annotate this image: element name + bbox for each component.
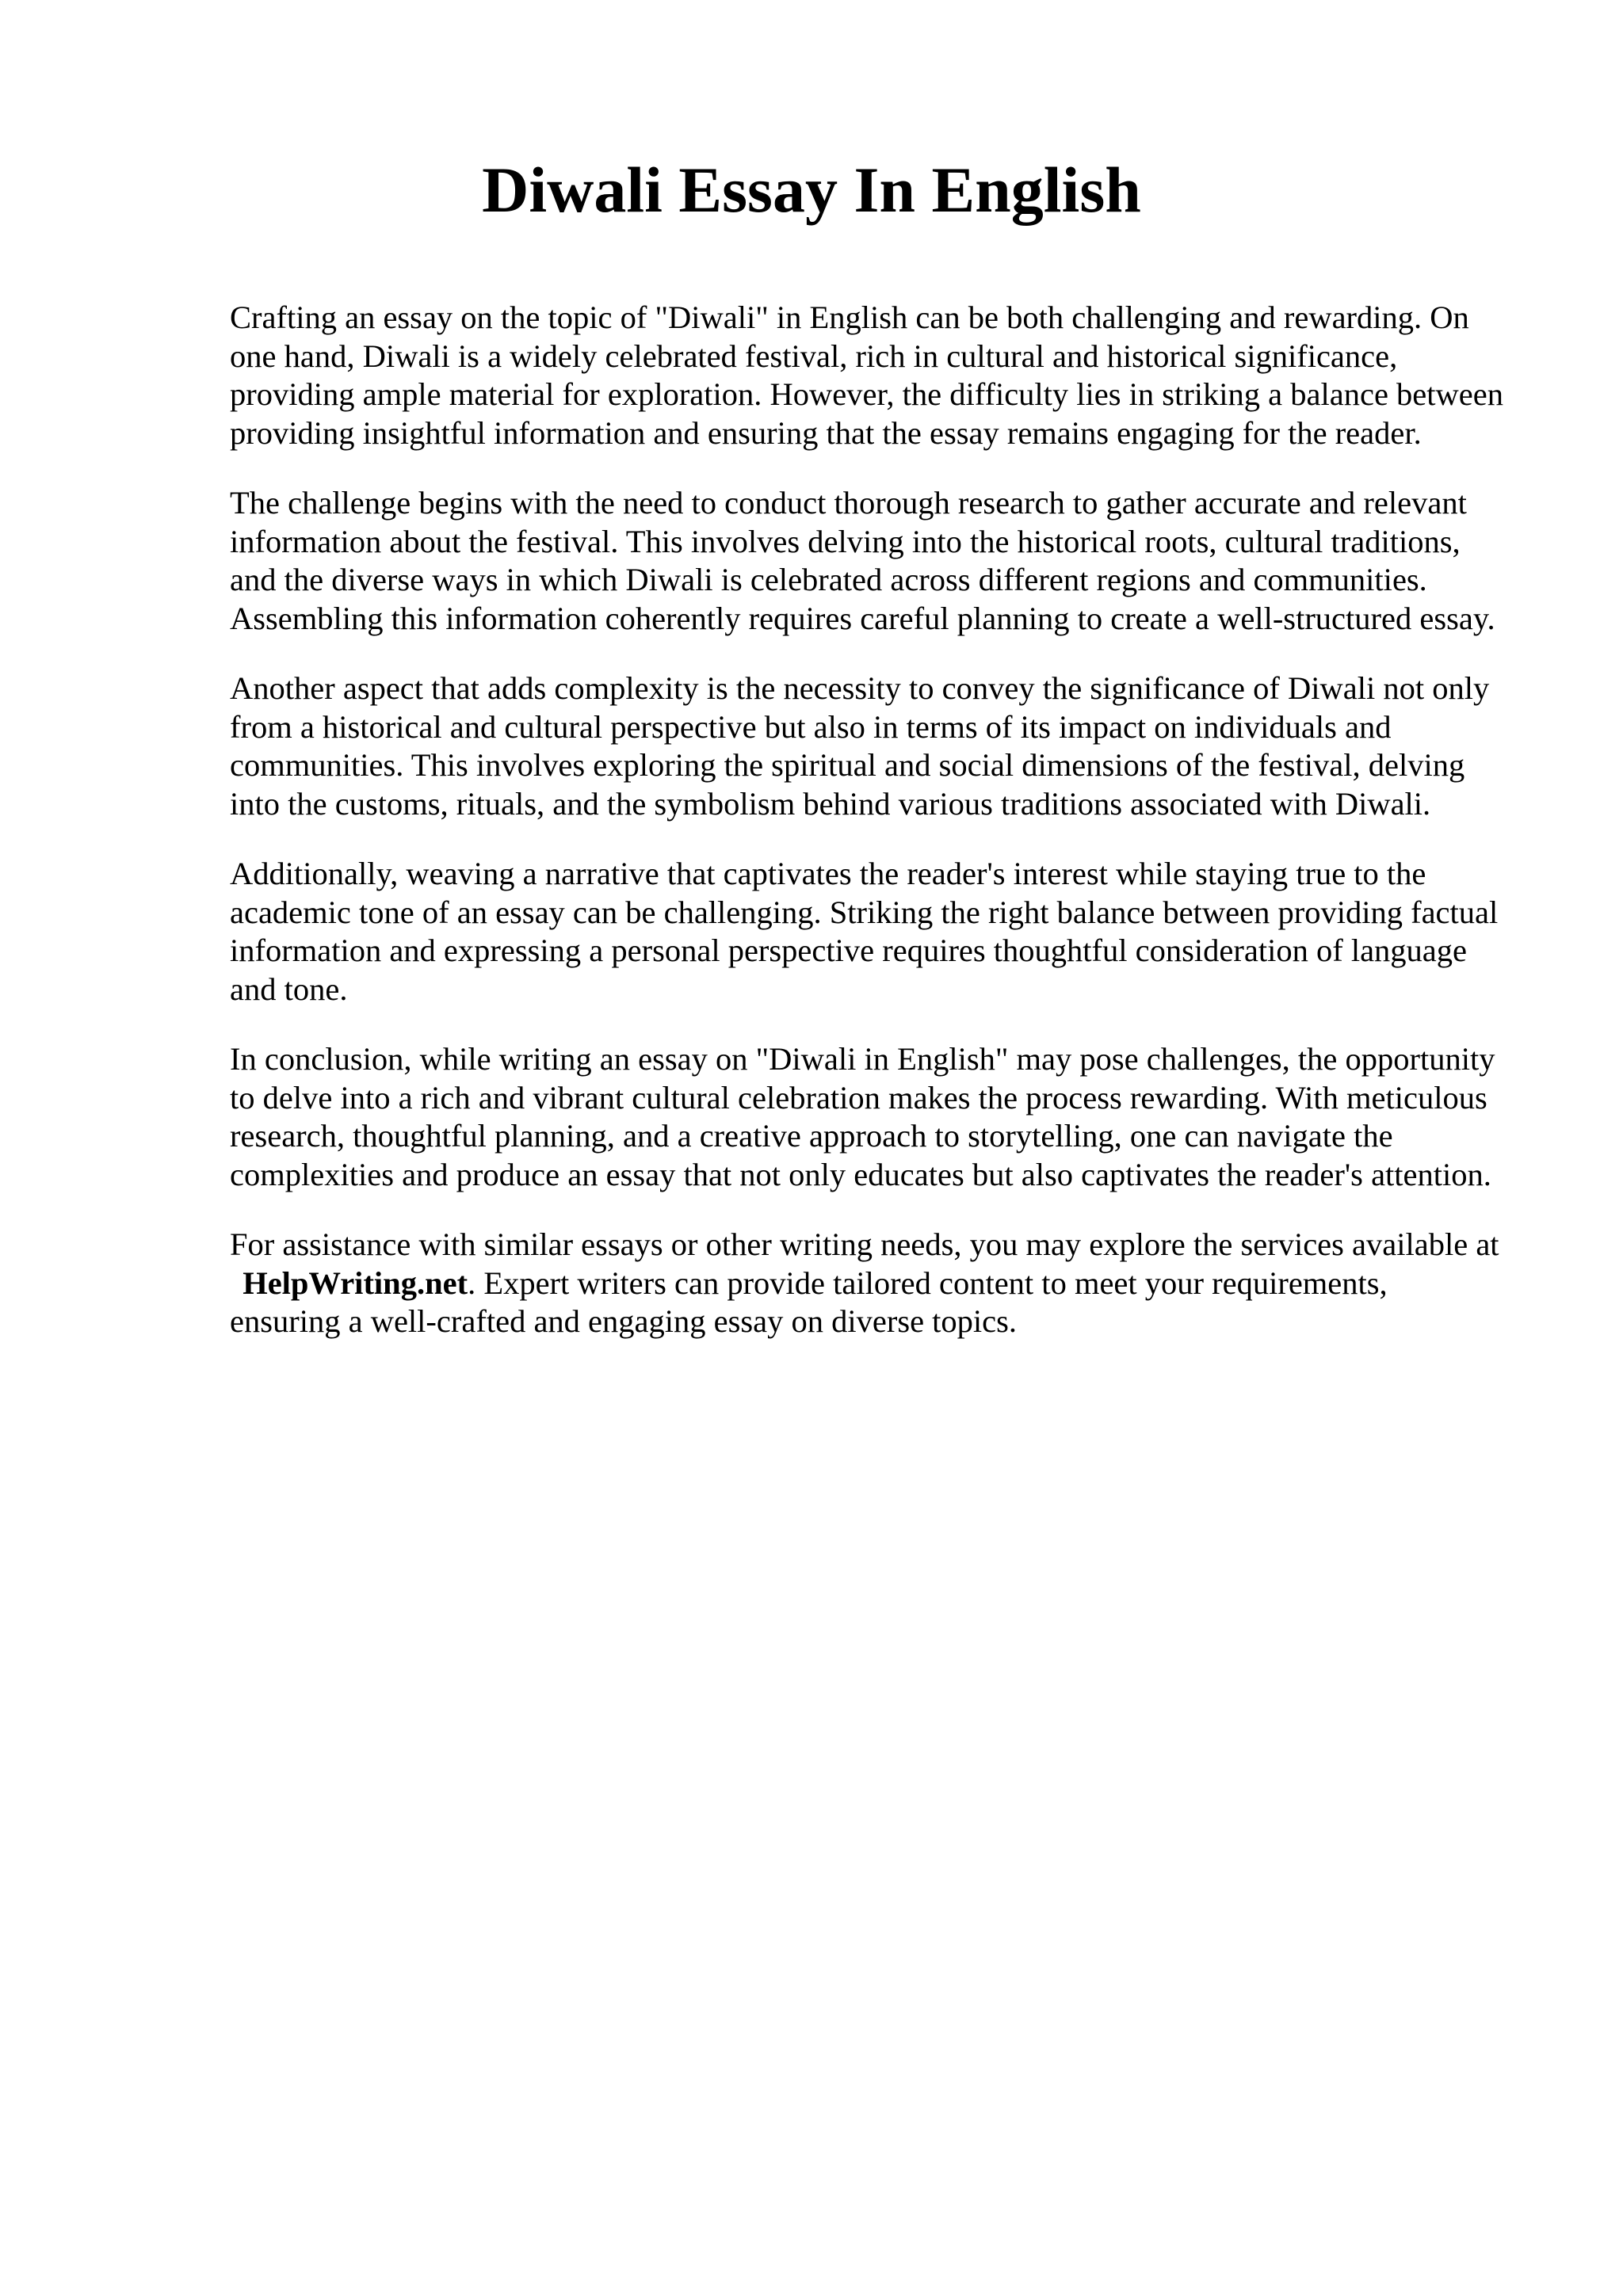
closing-text-before: For assistance with similar essays or other writing needs, you may explore the services available at (230, 1226, 1499, 1262)
closing-text-after: . Expert writers can provide tailored content to meet your requirements, ensuring a well-crafted and engaging essay on diverse topics. (230, 1264, 1388, 1339)
essay-body (230, 299, 1506, 1373)
paragraph-4: Additionally, weaving a narrative that captivates the reader's interest while staying true to the academic tone of an essay can be challenging. Striking the right balance between providing factual information and expressing a personal perspective requires thoughtful consideration of language and tone. (230, 856, 1499, 1007)
helpwriting-link[interactable]: HelpWriting.net (242, 1264, 468, 1301)
paragraph-3: Another aspect that adds complexity is the necessity to convey the significance of Diwali not only from a historical and cultural perspective but also in terms of its impact on individuals and communities. This involves exploring the spiritual and social dimensions of the festival, delving into the customs, rituals, and the symbolism behind various traditions associated with Diwali. (230, 670, 1490, 822)
paragraph-2: The challenge begins with the need to conduct thorough research to gather accurate and relevant information about the festival. This involves delving into the historical roots, cultural traditions, and the diverse ways in which Diwali is celebrated across different regions and communities. Assembling this information coherently requires careful planning to create a well-structured essay. (230, 485, 1495, 636)
paragraph-1: Crafting an essay on the topic of "Diwali" in English can be both challenging and rewarding. On one hand, Diwali is a widely celebrated festival, rich in cultural and historical significance, providing ample material for exploration. However, the difficulty lies in striking a balance between providing insightful information and ensuring that the essay remains engaging for the reader. (230, 299, 1503, 451)
paragraph-5: In conclusion, while writing an essay on "Diwali in English" may pose challenges, the opportunity to delve into a rich and vibrant cultural celebration makes the process rewarding. With meticulous research, thoughtful planning, and a creative approach to storytelling, one can navigate the complexities and produce an essay that not only educates but also captivates the reader's attention. (230, 1041, 1495, 1192)
page-title: Diwali Essay In English (482, 154, 1141, 226)
closing-paragraph (230, 1226, 1506, 1341)
